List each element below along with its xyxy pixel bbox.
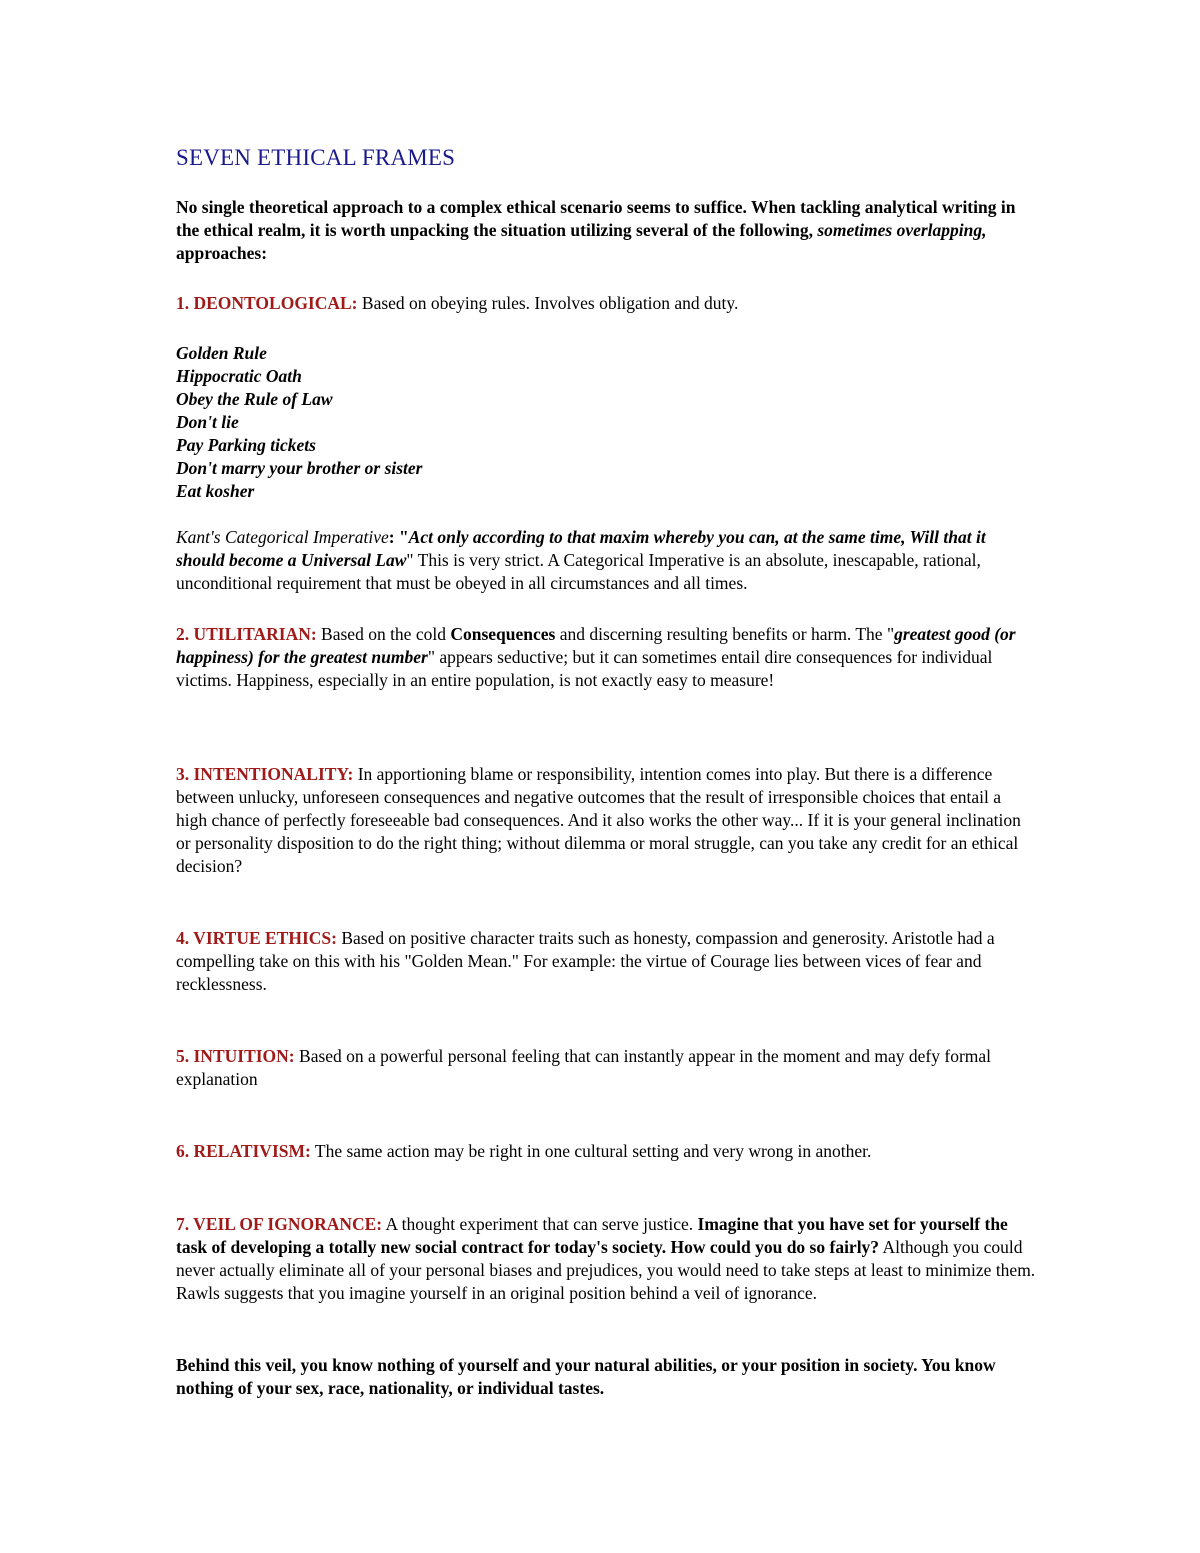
kant-label: Kant's Categorical Imperative [176, 527, 389, 547]
intro-italic: sometimes overlapping, [817, 220, 987, 240]
intentionality-paragraph [176, 763, 1036, 878]
intro-text-2: approaches: [176, 243, 268, 263]
relativism-heading: 6. RELATIVISM: [176, 1141, 311, 1161]
utilitarian-text-1: Based on the cold [316, 624, 451, 644]
utilitarian-heading: 2. UTILITARIAN: [176, 624, 317, 644]
veil-text-2: Although you could never actually eliminate all of your personal biases and prejudices, you would need to take steps at least to minimize them. Rawls suggests that you imagine yourself in an original position behind a veil of ignorance. [176, 1237, 1036, 1303]
kant-paragraph [176, 526, 1036, 595]
list-item: Golden Rule [176, 343, 267, 363]
intuition-paragraph [176, 1045, 1036, 1091]
list-item: Hippocratic Oath [176, 366, 302, 386]
intentionality-heading: 3. INTENTIONALITY: [176, 764, 354, 784]
page-title: SEVEN ETHICAL FRAMES [176, 145, 456, 170]
intuition-body: Based on a powerful personal feeling that can instantly appear in the moment and may defy formal explanation [176, 1046, 992, 1089]
utilitarian-text-3: " appears seductive; but it can sometimes entail dire consequences for individual victims. Happiness, especially in an entire population, is not exactly easy to measure! [176, 647, 993, 690]
utilitarian-quote: greatest good (or happiness) for the greatest number [176, 624, 1016, 667]
utilitarian-text-2: and discerning resulting benefits or harm. The " [555, 624, 895, 644]
utilitarian-paragraph [176, 623, 1036, 692]
intro-paragraph [176, 196, 1036, 265]
intentionality-body: In apportioning blame or responsibility, intention comes into play. But there is a difference between unlucky, unforeseen consequences and negative outcomes that the result of irresponsible choices that entail a high chance of perfectly foreseeable bad consequences. And it also works the other way... If it is your general inclination or personality disposition to do the right thing; without dilemma or moral struggle, can you take any credit for an ethical decision? [176, 764, 1021, 876]
veil-heading: 7. VEIL OF IGNORANCE: [176, 1214, 383, 1234]
kant-colon: : " [388, 527, 409, 547]
deontological-examples [176, 342, 1036, 503]
deontological-paragraph [176, 292, 1036, 315]
list-item: Pay Parking tickets [176, 435, 316, 455]
kant-quote: Act only according to that maxim whereby you can, at the same time, Will that it should become a Universal Law [176, 527, 986, 570]
deontological-heading: 1. DEONTOLOGICAL: [176, 293, 358, 313]
intuition-heading: 5. INTUITION: [176, 1046, 295, 1066]
intro-text-1: No single theoretical approach to a complex ethical scenario seems to suffice. When tackling analytical writing in the ethical realm, it is worth unpacking the situation utilizing several of the following, [176, 197, 1016, 240]
virtue-heading: 4. VIRTUE ETHICS: [176, 928, 337, 948]
veil-text-1: A thought experiment that can serve justice. [382, 1214, 698, 1234]
relativism-paragraph [176, 1140, 1036, 1163]
deontological-body: Based on obeying rules. Involves obligation and duty. [357, 293, 739, 313]
virtue-body: Based on positive character traits such as honesty, compassion and generosity. Aristotle had a compelling take on this with his "Golden Mean." For example: the virtue of Courage lies between vices of fear and recklessness. [176, 928, 995, 994]
utilitarian-bold: Consequences [450, 624, 556, 644]
veil-paragraph [176, 1213, 1036, 1305]
relativism-body: The same action may be right in one cultural setting and very wrong in another. [310, 1141, 872, 1161]
virtue-paragraph [176, 927, 1036, 996]
list-item: Don't lie [176, 412, 239, 432]
list-item: Obey the Rule of Law [176, 389, 333, 409]
closing-paragraph: Behind this veil, you know nothing of yourself and your natural abilities, or your position in society. You know nothing of your sex, race, nationality, or individual tastes. [176, 1355, 996, 1398]
list-item: Don't marry your brother or sister [176, 458, 423, 478]
veil-bold: Imagine that you have set for yourself the task of developing a totally new social contract for today's society. How could you do so fairly? [176, 1214, 1008, 1257]
list-item: Eat kosher [176, 481, 255, 501]
kant-rest: " This is very strict. A Categorical Imperative is an absolute, inescapable, rational, unconditional requirement that must be obeyed in all circumstances and all times. [176, 550, 981, 593]
